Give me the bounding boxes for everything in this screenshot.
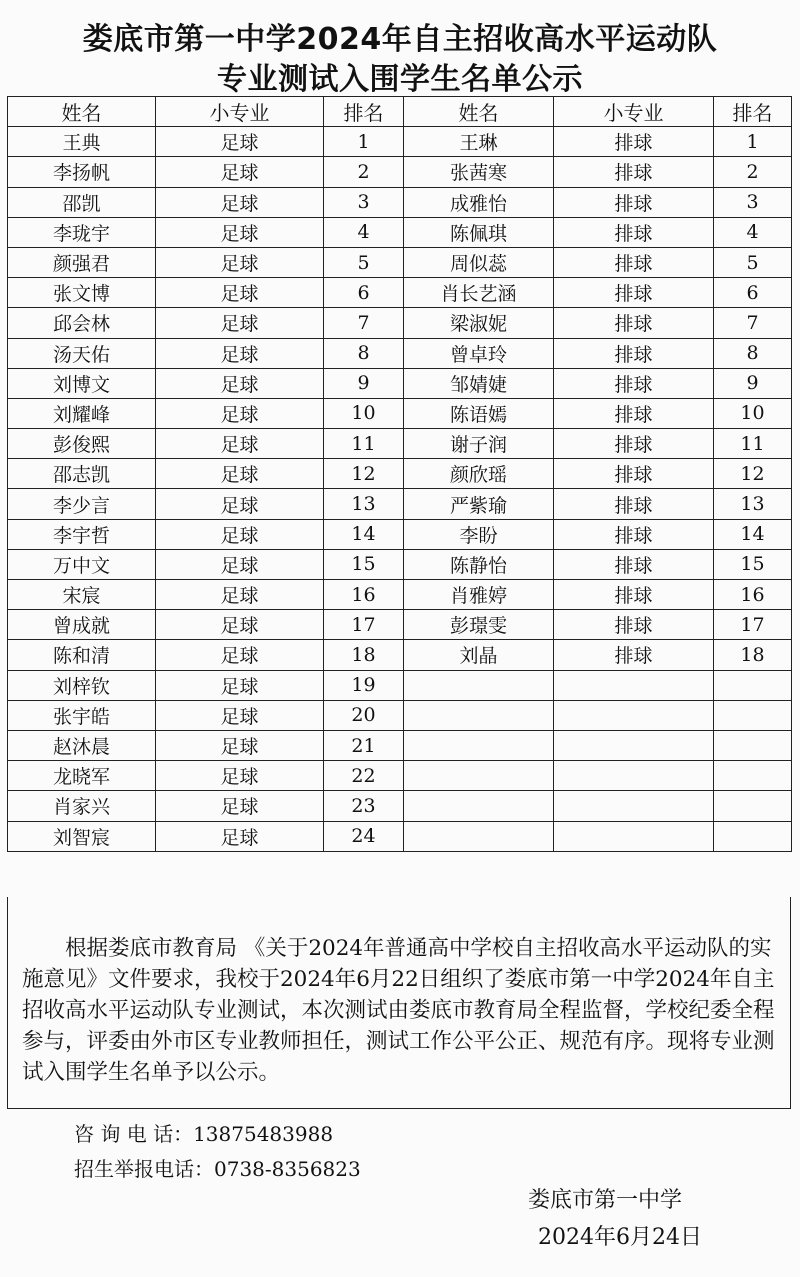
- table-cell: 18: [324, 640, 404, 670]
- table-cell: 陈语嫣: [404, 398, 554, 428]
- table-cell: 排球: [554, 338, 714, 368]
- table-cell: 刘博文: [8, 368, 156, 398]
- table-cell: 足球: [156, 519, 324, 549]
- table-cell: 肖雅婷: [404, 580, 554, 610]
- table-cell: 邱会林: [8, 308, 156, 338]
- table-row: [8, 821, 792, 851]
- table-cell: 陈静怡: [404, 549, 554, 579]
- table-cell: 足球: [156, 247, 324, 277]
- table-row: [8, 700, 792, 730]
- table-row: [8, 489, 792, 519]
- table-cell: 赵沐晨: [8, 730, 156, 760]
- signature-date: 2024年6月24日: [538, 1225, 702, 1250]
- table-cell: 9: [714, 368, 792, 398]
- table-cell: 李珑宇: [8, 217, 156, 247]
- table-cell: 9: [324, 368, 404, 398]
- table-row: [8, 459, 792, 489]
- table-cell: 刘耀峰: [8, 398, 156, 428]
- table-row: [8, 187, 792, 217]
- page-title: 娄底市第一中学2024年自主招收高水平运动队: [82, 22, 718, 57]
- table-cell: 23: [324, 791, 404, 821]
- table-cell: [554, 791, 714, 821]
- table-cell: [714, 821, 792, 851]
- table-cell: 19: [324, 670, 404, 700]
- table-cell: 12: [714, 459, 792, 489]
- table-cell: [404, 670, 554, 700]
- table-cell: 14: [324, 519, 404, 549]
- table-cell: 足球: [156, 187, 324, 217]
- page-subtitle: 专业测试入围学生名单公示: [217, 62, 583, 97]
- table-cell: 排球: [554, 217, 714, 247]
- table-cell: 24: [324, 821, 404, 851]
- table-cell: 曾卓玲: [404, 338, 554, 368]
- table-cell: [404, 791, 554, 821]
- table-cell: 王典: [8, 127, 156, 157]
- table-cell: 邵凯: [8, 187, 156, 217]
- table-cell: 排球: [554, 278, 714, 308]
- table-cell: 21: [324, 730, 404, 760]
- table-cell: 2: [714, 157, 792, 187]
- table-cell: 5: [324, 247, 404, 277]
- table-cell: [714, 761, 792, 791]
- consult-phone: 咨 询 电 话：13875483988: [74, 1122, 334, 1146]
- table-cell: 排球: [554, 580, 714, 610]
- table-cell: 排球: [554, 157, 714, 187]
- table-cell: 严紫瑜: [404, 489, 554, 519]
- table-cell: 排球: [554, 549, 714, 579]
- table-row: [8, 519, 792, 549]
- table-cell: 彭俊熙: [8, 429, 156, 459]
- table-cell: 陈佩琪: [404, 217, 554, 247]
- table-cell: 22: [324, 761, 404, 791]
- table-cell: 足球: [156, 791, 324, 821]
- table-cell: 刘梓钦: [8, 670, 156, 700]
- table-row: [8, 761, 792, 791]
- table-cell: [714, 700, 792, 730]
- table-cell: 足球: [156, 821, 324, 851]
- table-cell: [404, 761, 554, 791]
- table-cell: 排球: [554, 247, 714, 277]
- table-cell: [554, 730, 714, 760]
- table-cell: 足球: [156, 670, 324, 700]
- column-header: 姓名: [404, 97, 554, 127]
- table-cell: [554, 821, 714, 851]
- table-cell: 13: [324, 489, 404, 519]
- table-cell: 11: [714, 429, 792, 459]
- table-cell: [404, 730, 554, 760]
- table-cell: 5: [714, 247, 792, 277]
- table-row: [8, 580, 792, 610]
- table-cell: 7: [324, 308, 404, 338]
- table-cell: 15: [714, 549, 792, 579]
- table-row: [8, 549, 792, 579]
- table-cell: 10: [324, 398, 404, 428]
- table-cell: 汤天佑: [8, 338, 156, 368]
- table-cell: 肖长艺涵: [404, 278, 554, 308]
- table-cell: [554, 700, 714, 730]
- table-cell: 足球: [156, 278, 324, 308]
- table-cell: 3: [324, 187, 404, 217]
- table-cell: 足球: [156, 157, 324, 187]
- table-row: [8, 429, 792, 459]
- report-phone: 招生举报电话：0738-8356823: [74, 1157, 361, 1181]
- table-cell: 李盼: [404, 519, 554, 549]
- table-cell: [404, 821, 554, 851]
- column-header: 小专业: [554, 97, 714, 127]
- table-cell: 4: [324, 217, 404, 247]
- signature-org: 娄底市第一中学: [528, 1188, 683, 1213]
- table-cell: 李宇哲: [8, 519, 156, 549]
- table-cell: 足球: [156, 459, 324, 489]
- table-body: [8, 127, 792, 852]
- table-cell: 10: [714, 398, 792, 428]
- table-row: [8, 338, 792, 368]
- table-row: [8, 247, 792, 277]
- table-cell: 排球: [554, 640, 714, 670]
- table-cell: [554, 761, 714, 791]
- table-cell: 排球: [554, 127, 714, 157]
- table-cell: 12: [324, 459, 404, 489]
- table-cell: 肖家兴: [8, 791, 156, 821]
- table-cell: [404, 700, 554, 730]
- table-cell: 万中文: [8, 549, 156, 579]
- table-header-row: [8, 97, 792, 127]
- table-row: [8, 640, 792, 670]
- table-cell: 20: [324, 700, 404, 730]
- table-cell: 邵志凯: [8, 459, 156, 489]
- table-cell: 足球: [156, 761, 324, 791]
- table-cell: 1: [714, 127, 792, 157]
- column-header: 姓名: [8, 97, 156, 127]
- table-cell: 刘晶: [404, 640, 554, 670]
- table-cell: 排球: [554, 519, 714, 549]
- table-cell: 8: [714, 338, 792, 368]
- table-cell: 16: [714, 580, 792, 610]
- column-header: 排名: [714, 97, 792, 127]
- table-cell: 足球: [156, 217, 324, 247]
- column-header: 小专业: [156, 97, 324, 127]
- table-row: [8, 398, 792, 428]
- table-cell: [554, 670, 714, 700]
- table-row: [8, 157, 792, 187]
- table-cell: 2: [324, 157, 404, 187]
- table-cell: 排球: [554, 429, 714, 459]
- table-cell: 李少言: [8, 489, 156, 519]
- table-row: [8, 610, 792, 640]
- roster-table: [7, 96, 792, 852]
- table-row: [8, 368, 792, 398]
- table-cell: 谢子润: [404, 429, 554, 459]
- table-cell: 11: [324, 429, 404, 459]
- table-cell: 排球: [554, 459, 714, 489]
- table-cell: [714, 730, 792, 760]
- table-cell: 排球: [554, 187, 714, 217]
- table-row: [8, 127, 792, 157]
- table-cell: 刘智宸: [8, 821, 156, 851]
- table-cell: 成雅怡: [404, 187, 554, 217]
- table-row: [8, 217, 792, 247]
- table-cell: 足球: [156, 398, 324, 428]
- table-cell: 6: [714, 278, 792, 308]
- table-cell: 4: [714, 217, 792, 247]
- table-row: [8, 278, 792, 308]
- table-cell: 邹婧婕: [404, 368, 554, 398]
- table-cell: 彭璟雯: [404, 610, 554, 640]
- table-cell: 1: [324, 127, 404, 157]
- table-cell: 足球: [156, 610, 324, 640]
- table-cell: 足球: [156, 700, 324, 730]
- table-cell: [714, 791, 792, 821]
- table-row: [8, 670, 792, 700]
- table-cell: 足球: [156, 580, 324, 610]
- table-cell: 14: [714, 519, 792, 549]
- table-cell: 6: [324, 278, 404, 308]
- table-cell: 张文博: [8, 278, 156, 308]
- table-cell: 颜强君: [8, 247, 156, 277]
- table-cell: 周似蕊: [404, 247, 554, 277]
- table-cell: 足球: [156, 338, 324, 368]
- table-cell: 龙晓军: [8, 761, 156, 791]
- table-cell: 足球: [156, 549, 324, 579]
- table-cell: 张宇皓: [8, 700, 156, 730]
- table-cell: 17: [714, 610, 792, 640]
- table-cell: 李扬帆: [8, 157, 156, 187]
- table-row: [8, 730, 792, 760]
- column-header: 排名: [324, 97, 404, 127]
- table-cell: 16: [324, 580, 404, 610]
- table-cell: 排球: [554, 308, 714, 338]
- table-cell: 排球: [554, 489, 714, 519]
- table-cell: 张茜寒: [404, 157, 554, 187]
- table-cell: 排球: [554, 610, 714, 640]
- table-cell: 排球: [554, 398, 714, 428]
- table-cell: 13: [714, 489, 792, 519]
- table-row: [8, 791, 792, 821]
- table-cell: 排球: [554, 368, 714, 398]
- table-cell: 足球: [156, 640, 324, 670]
- table-cell: 王琳: [404, 127, 554, 157]
- table-row: [8, 308, 792, 338]
- table-cell: 曾成就: [8, 610, 156, 640]
- table-cell: 18: [714, 640, 792, 670]
- table-cell: 足球: [156, 429, 324, 459]
- table-cell: 颜欣瑶: [404, 459, 554, 489]
- table-cell: 8: [324, 338, 404, 368]
- table-cell: 7: [714, 308, 792, 338]
- table-cell: 3: [714, 187, 792, 217]
- table-cell: 足球: [156, 489, 324, 519]
- table-cell: 梁淑妮: [404, 308, 554, 338]
- table-cell: 足球: [156, 368, 324, 398]
- table-cell: 足球: [156, 127, 324, 157]
- table-cell: 宋宸: [8, 580, 156, 610]
- table-cell: 足球: [156, 308, 324, 338]
- table-cell: 17: [324, 610, 404, 640]
- notice-text: 根据娄底市教育局 《关于2024年普通高中学校自主招收高水平运动队的实施意见》文件要求，我校于2024年6月22日组织了娄底市第一中学2024年自主招收高水平运动队专业测试，本次测试由娄底市教育局全程监督，学校纪委全程参与，评委由外市区专业教师担任，测试工作公平公正、规范有序。现将专业测试入围学生名单予以公示。: [7, 897, 791, 1109]
- table-cell: 15: [324, 549, 404, 579]
- table-cell: 足球: [156, 730, 324, 760]
- table-cell: [714, 670, 792, 700]
- table-cell: 陈和清: [8, 640, 156, 670]
